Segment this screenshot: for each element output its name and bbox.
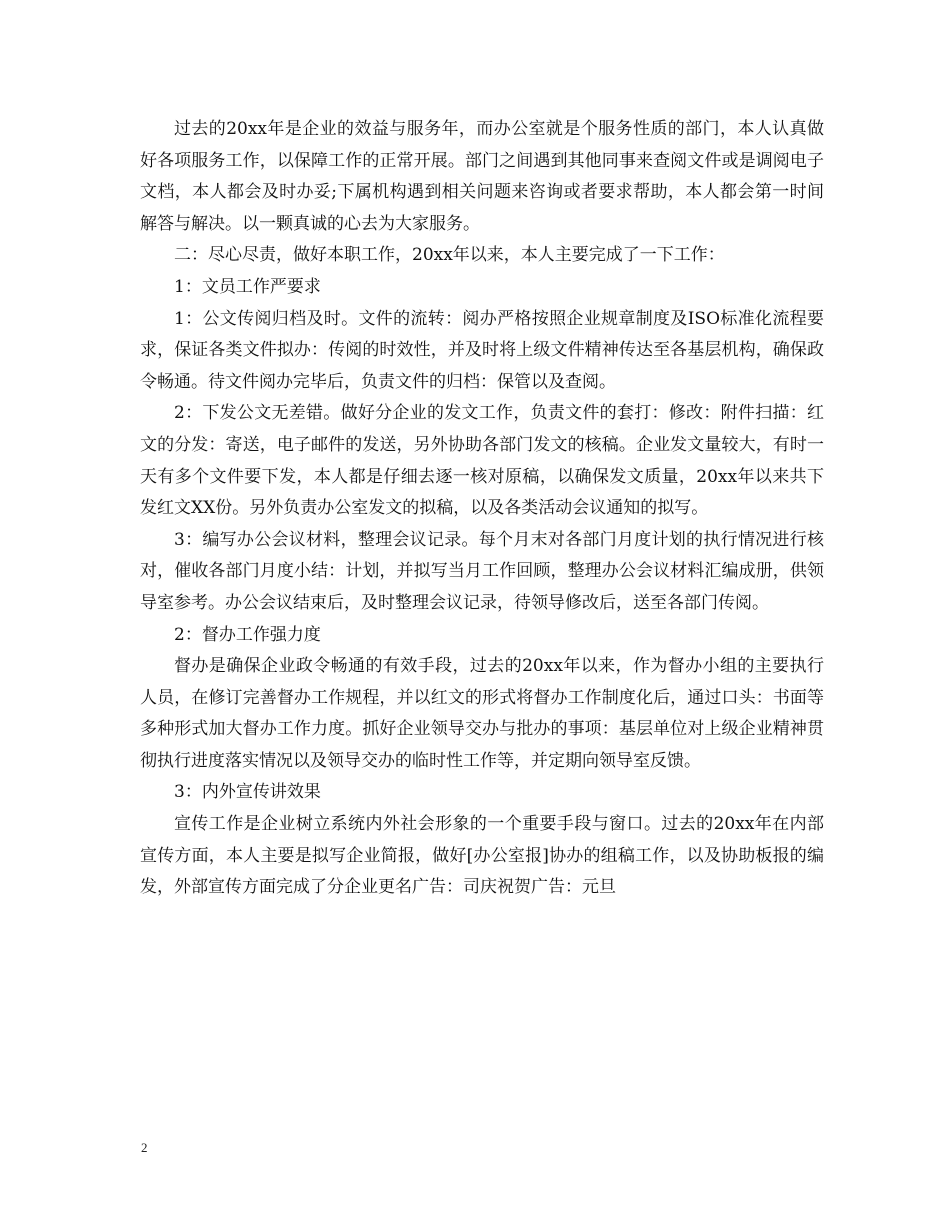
heading-clerk-work: 1：文员工作严要求 (174, 276, 321, 297)
heading-supervision-work: 2：督办工作强力度 (174, 624, 321, 645)
paragraph-supervision: 督办是确保企业政令畅通的有效手段，过去的20xx年以来，作为督办小组的主要执行人员，在修订完善督办工作规程，并以红文的形式将督办工作制度化后，通过口头：书面等多种形式加大督办工作力度。抓好企业领导交办与批办的事项：基层单位对上级企业精神贯彻执行进度落实情况以及领导交办的临时性工作等，并定期向领导室反馈。 (140, 656, 824, 771)
heading-publicity: 3：内外宣传讲效果 (174, 782, 321, 803)
document-body (140, 114, 824, 904)
paragraph-intro: 过去的20xx年是企业的效益与服务年，而办公室就是个服务性质的部门，本人认真做好各项服务工作，以保障工作的正常开展。部门之间遇到其他同事来查阅文件或是调阅电子文档，本人都会及时办妥;下属机构遇到相关问题来咨询或者要求帮助，本人都会第一时间解答与解决。以一颗真诚的心去为大家服务。 (140, 119, 824, 234)
paragraph-section-two: 二：尽心尽责，做好本职工作，20xx年以来，本人主要完成了一下工作： (174, 245, 725, 266)
page-number: 2 (141, 1140, 148, 1155)
paragraph-document-archiving: 1：公文传阅归档及时。文件的流转：阅办严格按照企业规章制度及ISO标准化流程要求，保证各类文件拟办：传阅的时效性，并及时将上级文件精神传达至各基层机构，确保政令畅通。待文件阅办完毕后，负责文件的归档：保管以及查阅。 (140, 308, 824, 392)
paragraph-meeting-materials: 3：编写办公会议材料，整理会议记录。每个月末对各部门月度计划的执行情况进行核对，催收各部门月度小结：计划，并拟写当月工作回顾，整理办公会议材料汇编成册，供领导室参考。办公会议结束后，及时整理会议记录，待领导修改后，送至各部门传阅。 (140, 529, 824, 613)
paragraph-publicity: 宣传工作是企业树立系统内外社会形象的一个重要手段与窗口。过去的20xx年在内部宣传方面，本人主要是拟写企业简报，做好[办公室报]协办的组稿工作，以及协助板报的编发，外部宣传方面完成了分企业更名广告：司庆祝贺广告：元旦 (140, 814, 824, 898)
paragraph-document-issuing: 2：下发公文无差错。做好分企业的发文工作，负责文件的套打：修改：附件扫描：红文的分发：寄送，电子邮件的发送，另外协助各部门发文的核稿。企业发文量较大，有时一天有多个文件要下发，本人都是仔细去逐一核对原稿，以确保发文质量，20xx年以来共下发红文XX份。另外负责办公室发文的拟稿，以及各类活动会议通知的拟写。 (140, 403, 824, 519)
